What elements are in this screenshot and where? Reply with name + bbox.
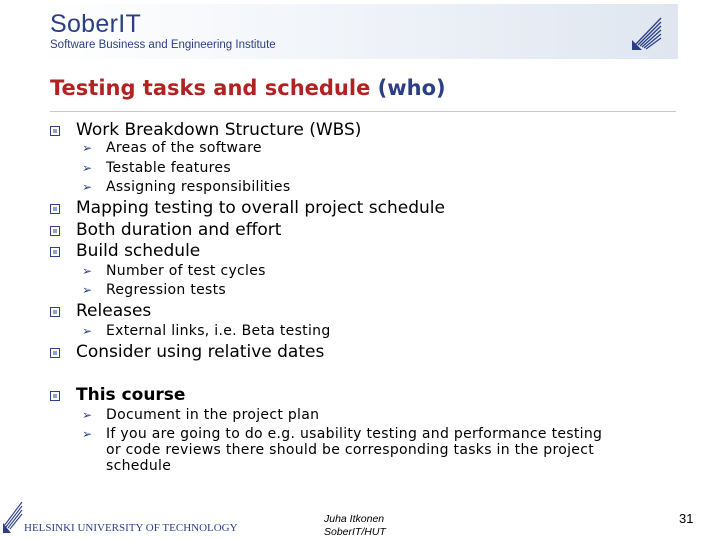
square-bullet-icon [50, 307, 60, 317]
university-name: HELSINKI UNIVERSITY OF TECHNOLOGY [24, 522, 238, 534]
square-bullet-icon [50, 247, 60, 257]
square-bullet-icon [50, 126, 60, 136]
square-bullet-icon [50, 348, 60, 358]
bullet-text: Mapping testing to overall project schedule [76, 198, 445, 218]
sub-bullet-text: If you are going to do e.g. usability testing and performance testing [106, 426, 603, 442]
bullet-text: Consider using relative dates [76, 342, 325, 362]
title-main: Testing tasks and schedule [50, 76, 371, 100]
sub-bullet-text: Regression tests [106, 282, 227, 298]
bullet-text: Releases [76, 301, 152, 321]
slide-title [50, 76, 446, 100]
sub-bullet-text: External links, i.e. Beta testing [106, 323, 331, 339]
arrow-bullet-icon: ➢ [82, 161, 93, 175]
arrow-bullet-icon: ➢ [82, 408, 93, 422]
square-bullet-icon [50, 226, 60, 236]
page-number: 31 [679, 511, 694, 526]
square-bullet-icon [50, 391, 60, 401]
arrow-bullet-icon: ➢ [82, 141, 93, 155]
author-org: SoberIT/HUT [324, 526, 386, 538]
title-accent: (who) [377, 76, 446, 100]
sub-bullet-text: or code reviews there should be corresponding tasks in the project [106, 442, 594, 458]
author-name: Juha Itkonen [324, 513, 385, 525]
arrow-bullet-icon: ➢ [82, 283, 93, 297]
arrow-bullet-icon: ➢ [82, 180, 93, 194]
bullet-text: This course [76, 385, 186, 405]
arrow-bullet-icon: ➢ [82, 427, 93, 441]
sub-bullet-text: Number of test cycles [106, 263, 266, 279]
sub-bullet-text: Areas of the software [106, 140, 262, 156]
title-divider [50, 111, 676, 112]
sub-bullet-text: Testable features [106, 160, 231, 176]
arrow-bullet-icon: ➢ [82, 324, 93, 338]
bullet-text: Work Breakdown Structure (WBS) [76, 120, 362, 140]
university-logo-icon [2, 496, 24, 534]
stacked-lines-logo-icon [628, 14, 666, 52]
square-bullet-icon [50, 204, 60, 214]
brand-subtitle: Software Business and Engineering Institute [50, 39, 276, 51]
bullet-text: Both duration and effort [76, 220, 282, 240]
header-banner [40, 4, 678, 59]
author-block [324, 513, 386, 539]
arrow-bullet-icon: ➢ [82, 264, 93, 278]
sub-bullet-text: schedule [106, 458, 172, 474]
bullet-text: Build schedule [76, 241, 201, 261]
sub-bullet-text: Document in the project plan [106, 407, 320, 423]
sub-bullet-text: Assigning responsibilities [106, 179, 291, 195]
brand-name: SoberIT [50, 10, 142, 38]
